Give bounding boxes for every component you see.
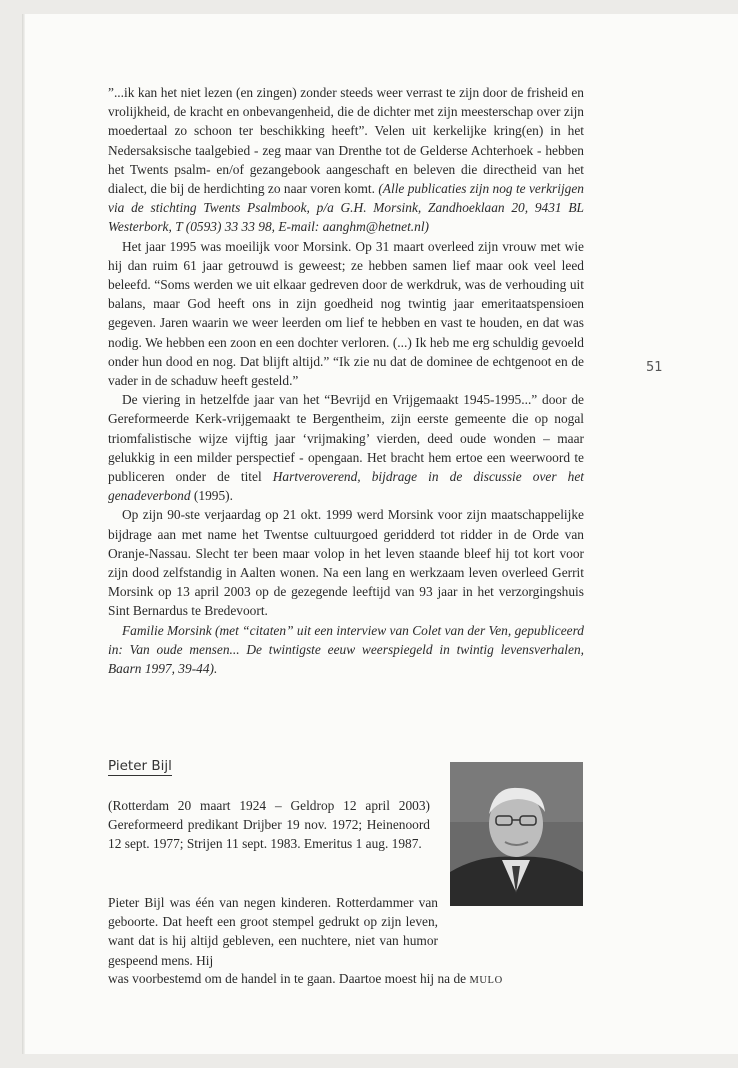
paragraph-italic: Familie Morsink (met “citaten” uit een interview van Colet van der Ven, gepubliceerd in: Van oude mensen... De twintigste eeuw weerspiegeld in twintig levensverhalen, Baarn 1997, 39-44).	[108, 622, 584, 677]
paragraph	[108, 621, 584, 679]
paragraph	[108, 83, 584, 237]
paragraph-italic: Hartveroverend, bijdrage in de discussie over het genadeverbond	[108, 469, 584, 504]
paragraph-text: (1995).	[190, 488, 233, 504]
bio-last-text: was voorbestemd om de handel in te gaan. Daartoe moest hij na de	[108, 971, 470, 986]
paragraph-text: Het jaar 1995 was moeilijk voor Morsink. Op 31 maart overleed zijn vrouw met wie hij dan ruim 61 jaar getrouwd is geweest; ze hebben samen lief maar ook veel leed beleefd. “Soms werden we uit elkaar gedreven door de werkdruk, was de verhouding uit balans, maar God heeft ons in zijn goedheid nog twintig jaar emeritaatspensioen gegeven. Jaren waarin we weer leerden om lief te hebben en vast te houden, en dat was nodig. We hebben een zoon en een dochter verloren. (...) Ik heb me erg schuldig gevoeld onder hun dood en nog. Dat blijft altijd.” “Ik zie nu dat de dominee de echtgenoot en de vader in de schaduw heeft gesteld.”	[108, 238, 584, 389]
paragraph-italic: (Alle publicaties zijn nog te verkrijgen via de stichting Twents Psalmbook, p/a G.H. Morsink, Zandhoeklaan 20, 9431 BL Westerbork, T (0593) 33 33 98, E-mail: aanghm@hetnet.nl)	[108, 181, 584, 235]
bio-text: Pieter Bijl was één van negen kinderen. Rotterdammer van geboorte. Dat heeft een groot stempel gedrukt op zijn leven, want dat is hij altijd gebleven, een nuchtere, niet van humor gespeend mens. Hij	[108, 895, 438, 968]
page-number: 51	[646, 360, 663, 375]
bio-meta: (Rotterdam 20 maart 1924 – Geldrop 12 april 2003) Gereformeerd predikant Drijber 19 nov. 1972; Heinenoord 12 sept. 1977; Strijen 11 sept. 1983. Emeritus 1 aug. 1987.	[108, 798, 430, 852]
portrait-photo	[450, 762, 583, 906]
bio-last-line	[108, 969, 588, 990]
paragraph	[108, 237, 584, 391]
portrait-image	[450, 762, 583, 906]
page-spine	[22, 14, 25, 1054]
main-text	[108, 83, 584, 678]
paragraph	[108, 390, 584, 505]
bio-last-smallcaps: MULO	[469, 975, 503, 986]
paragraph-text: De viering in hetzelfde jaar van het “Bevrijd en Vrijgemaakt 1945-1995...” door de Gereformeerde Kerk-vrijgemaakt te Bergentheim, zijn eerste gemeente die op nogal triomfalistische wijze vijftig jaar ‘vrijmaking’ vierden, deed oude wonden – maar gelukkig in een milder perspectief - opengaan. Het bracht hem ertoe een weerwoord te publiceren onder de titel	[108, 392, 584, 485]
paragraph-text: ”...ik kan het niet lezen (en zingen) zonder steeds weer verrast te zijn door de frisheid en vrolijkheid, de kracht en onbevangenheid, die de dichter met zijn meesterschap over zijn moedertaal zo schoon ter beschikking heeft”. Velen uit kerkelijke kring(en) in het Nedersaksische taalgebied - zeg maar van Drenthe tot de Gelderse Achterhoek - hebben het Twents psalm- en/of gezangebook aangeschaft en beleven die directheid van het dialect, die bij de herdichting zo naar voren komt.	[108, 85, 584, 197]
paragraph-text: Op zijn 90-ste verjaardag op 21 okt. 1999 werd Morsink voor zijn maatschappelijke bijdrage aan met name het Twentse cultuurgoed geridderd tot ridder in de Orde van Oranje-Nassau. Slecht ter been maar volop in het leven staande bleef hij tot kort voor zijn dood zelfstandig in Aalten wonen. Na een lang en werkzaam leven overleed Gerrit Morsink op 13 april 2003 op de gezegende leeftijd van 93 jaar in het verzorgingshuis Sint Bernardus te Bredevoort.	[108, 507, 584, 619]
paragraph	[108, 505, 584, 620]
section-title: Pieter Bijl	[108, 758, 172, 774]
